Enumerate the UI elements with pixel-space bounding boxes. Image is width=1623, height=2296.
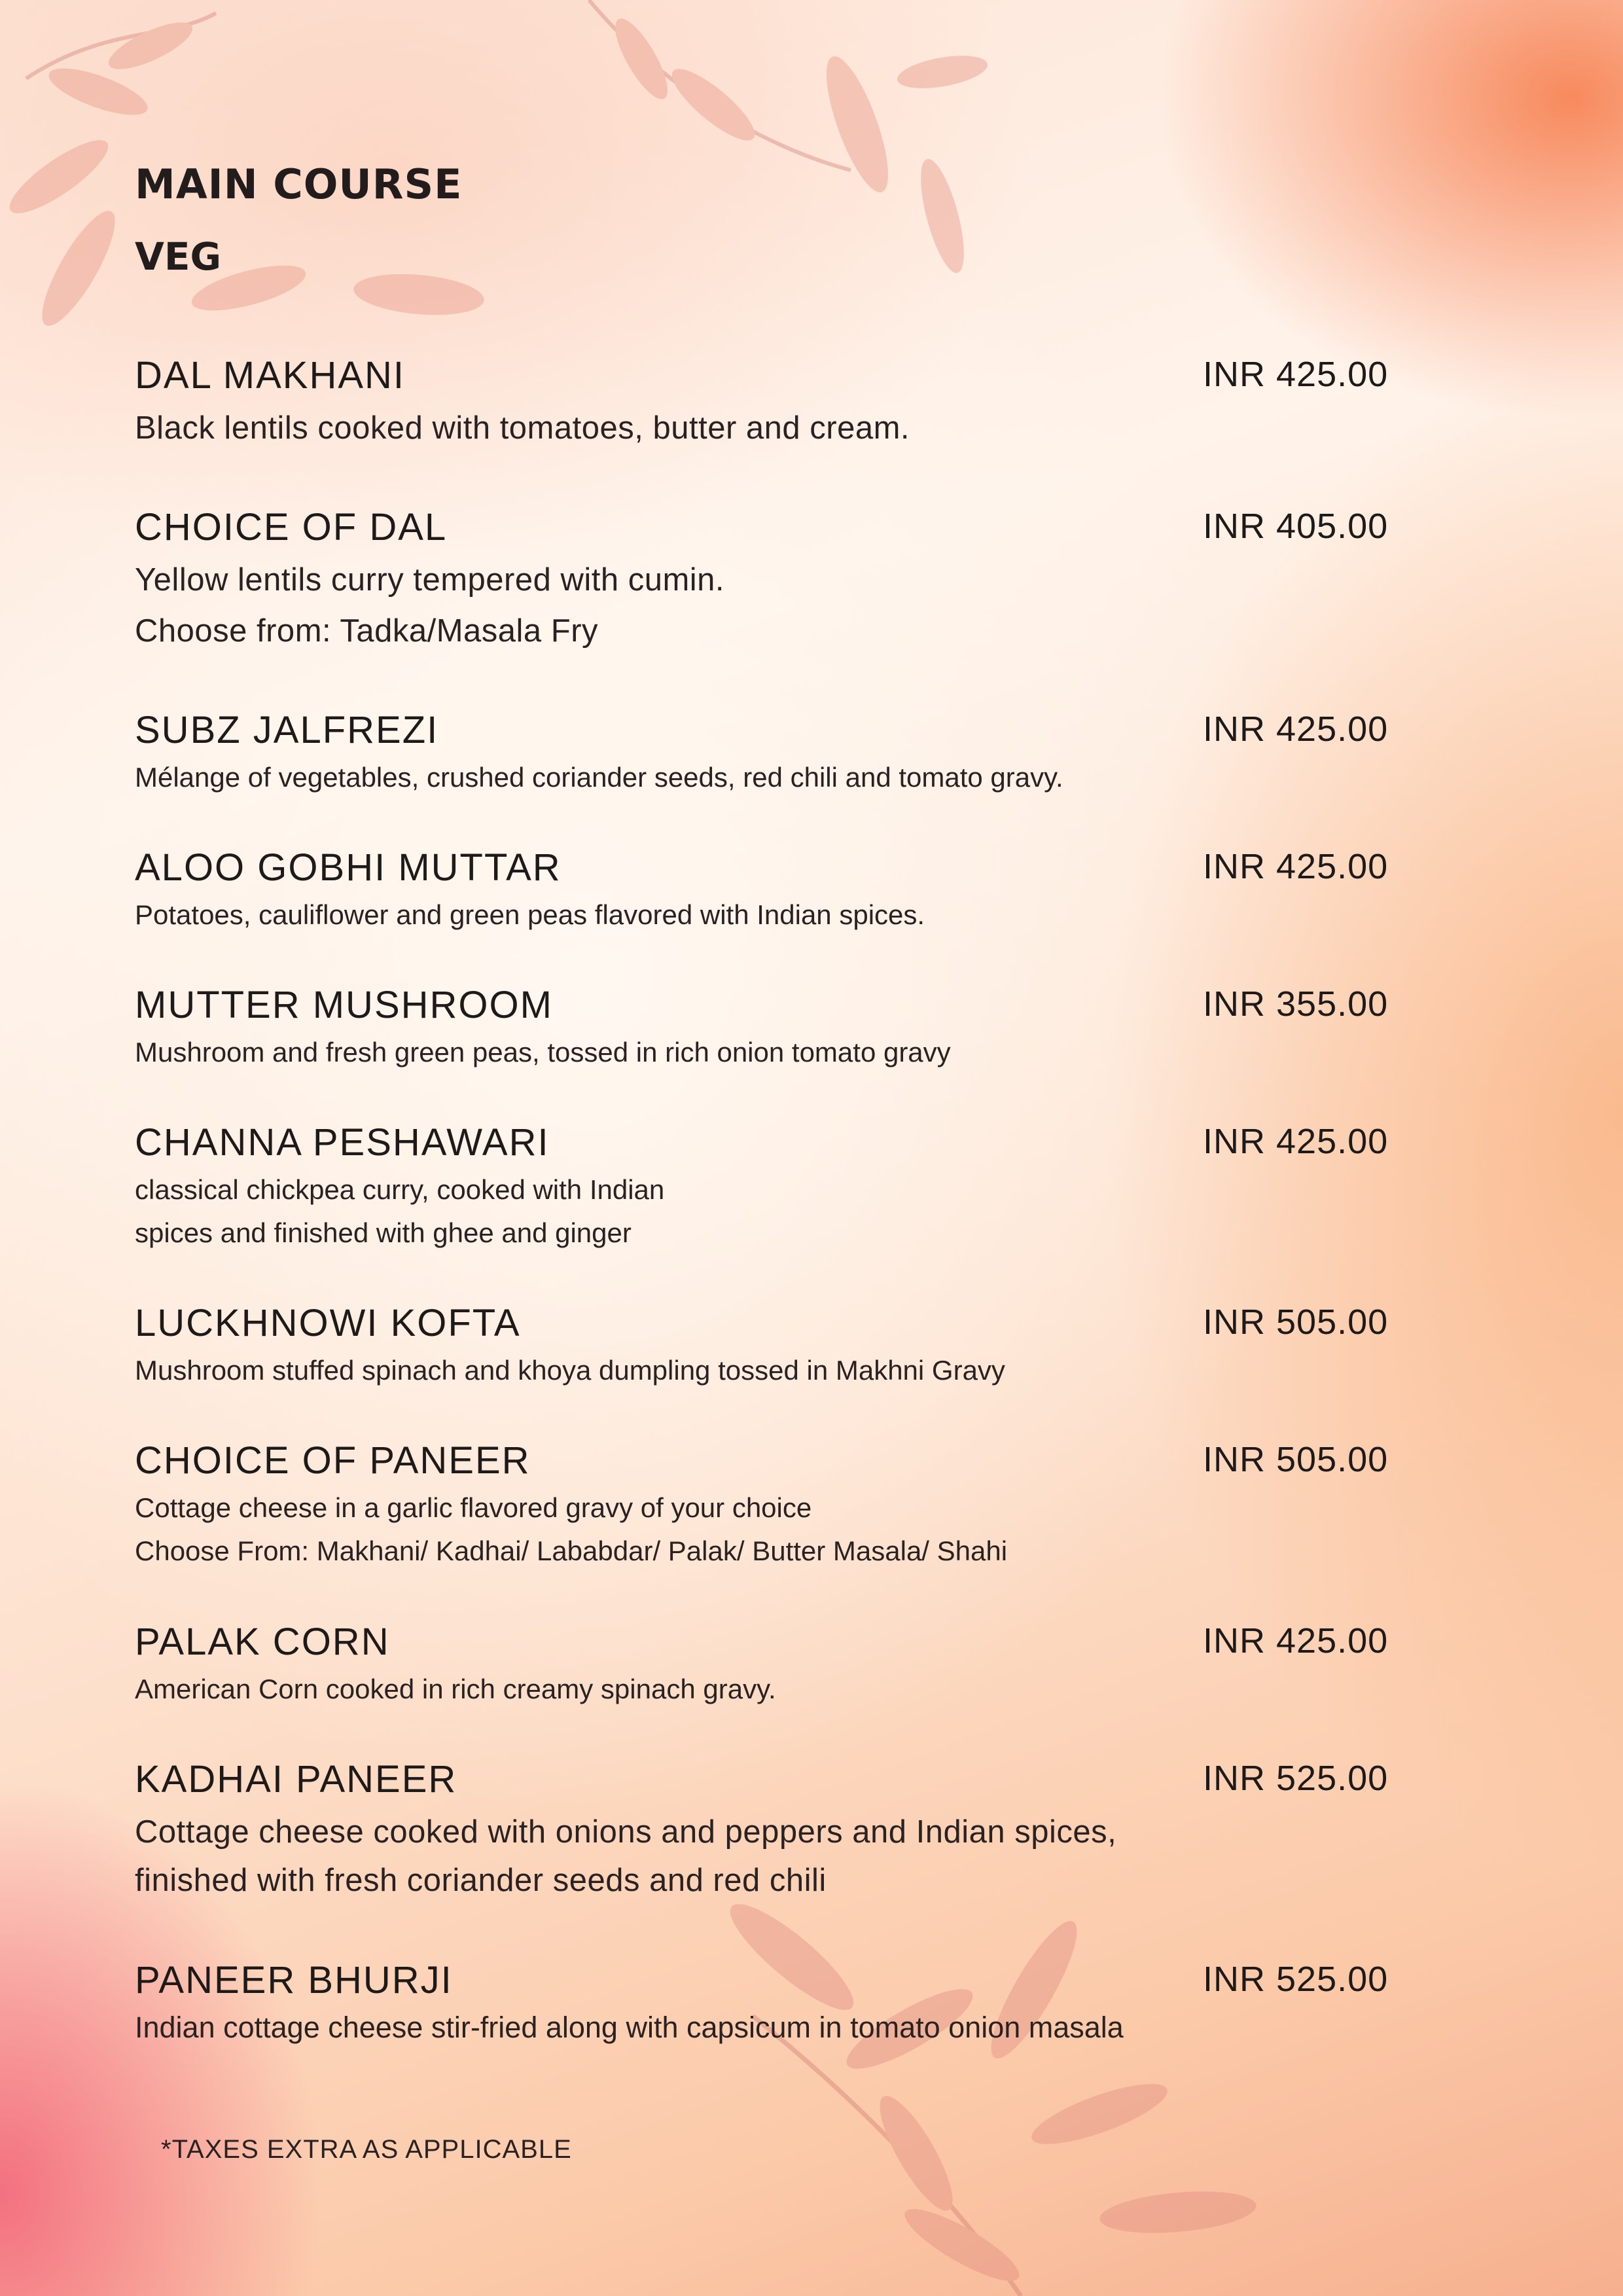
item-price: INR 425.00: [1203, 709, 1389, 749]
item-price: INR 425.00: [1203, 1621, 1389, 1660]
item-description: classical chickpea curry, cooked with Indian: [135, 1174, 665, 1205]
item-name: CHOICE OF DAL: [135, 506, 448, 548]
item-price: INR 425.00: [1203, 1122, 1389, 1161]
item-price: INR 525.00: [1203, 1960, 1389, 1999]
menu-item: [135, 1959, 1391, 2049]
menu-item: [135, 1439, 1391, 1573]
menu-item: [135, 1623, 1391, 1711]
item-name: DAL MAKHANI: [135, 354, 406, 397]
item-description: Choose from: Tadka/Masala Fry: [135, 613, 599, 649]
item-name: SUBZ JALFREZI: [135, 709, 439, 751]
item-price: INR 505.00: [1203, 1440, 1389, 1479]
item-name: CHANNA PESHAWARI: [135, 1121, 550, 1164]
menu-item: [135, 1121, 1391, 1255]
item-description: Choose From: Makhani/ Kadhai/ Lababdar/ Palak/ Butter Masala/ Shahi: [135, 1535, 1008, 1566]
item-name: MUTTER MUSHROOM: [135, 984, 553, 1026]
item-description: Yellow lentils curry tempered with cumin.: [135, 562, 725, 598]
item-description: American Corn cooked in rich creamy spinach gravy.: [135, 1674, 776, 1704]
menu-item: [135, 711, 1391, 799]
item-name: PANEER BHURJI: [135, 1959, 453, 2001]
item-description: Indian cottage cheese stir-fried along with capsicum in tomato onion masala: [135, 2011, 1124, 2044]
item-name: KADHAI PANEER: [135, 1758, 457, 1801]
item-name: LUCKHNOWI KOFTA: [135, 1302, 521, 1344]
item-description: finished with fresh coriander seeds and red chili: [135, 1863, 827, 1898]
item-price: INR 425.00: [1203, 355, 1389, 394]
taxes-footnote: *TAXES EXTRA AS APPLICABLE: [161, 2135, 572, 2164]
item-price: INR 425.00: [1203, 847, 1389, 886]
menu-item: [135, 1304, 1391, 1392]
menu-item: [135, 846, 1391, 937]
heading-subtitle: VEG: [135, 234, 222, 279]
item-name: CHOICE OF PANEER: [135, 1439, 531, 1482]
menu-item: [135, 986, 1391, 1074]
item-price: INR 505.00: [1203, 1302, 1389, 1342]
item-description: Black lentils cooked with tomatoes, butter and cream.: [135, 410, 910, 446]
menu-item: [135, 506, 1391, 656]
item-name: PALAK CORN: [135, 1621, 390, 1663]
item-price: INR 405.00: [1203, 507, 1389, 546]
item-price: INR 525.00: [1203, 1759, 1389, 1798]
heading-title: MAIN COURSE: [135, 160, 463, 208]
item-description: Mushroom stuffed spinach and khoya dumpling tossed in Makhni Gravy: [135, 1355, 1005, 1386]
item-description: spices and finished with ghee and ginger: [135, 1217, 632, 1248]
item-description: Potatoes, cauliflower and green peas flavored with Indian spices.: [135, 899, 925, 930]
item-description: Mélange of vegetables, crushed coriander seeds, red chili and tomato gravy.: [135, 762, 1063, 793]
item-name: ALOO GOBHI MUTTAR: [135, 846, 562, 889]
menu-item: [135, 1758, 1391, 1906]
menu-item: [135, 354, 1391, 454]
item-price: INR 355.00: [1203, 984, 1389, 1024]
item-description: Cottage cheese cooked with onions and peppers and Indian spices,: [135, 1814, 1117, 1850]
item-description: Cottage cheese in a garlic flavored gravy of your choice: [135, 1492, 812, 1523]
item-description: Mushroom and fresh green peas, tossed in rich onion tomato gravy: [135, 1037, 951, 1067]
